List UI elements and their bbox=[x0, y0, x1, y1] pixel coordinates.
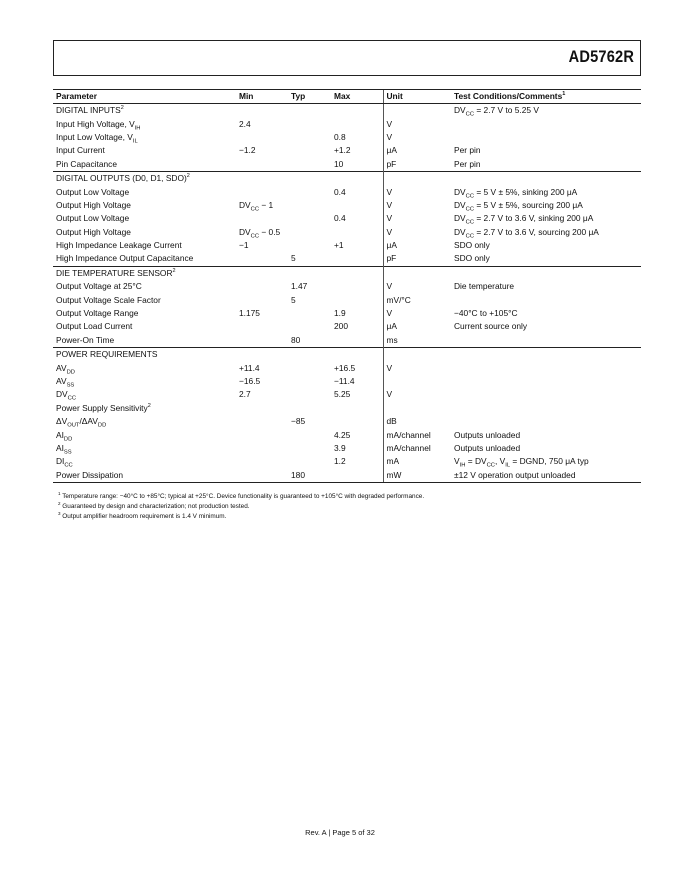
col-header-conditions: Test Conditions/Comments$^1$ bbox=[451, 90, 641, 104]
cell-unit: V bbox=[383, 226, 451, 239]
cell-conditions: Die temperature bbox=[454, 281, 515, 292]
cell-max: +1 bbox=[334, 240, 344, 251]
cell-typ bbox=[288, 402, 331, 415]
cell-min bbox=[236, 171, 288, 185]
table-row bbox=[53, 239, 641, 252]
cell-min bbox=[236, 402, 288, 415]
cell-min bbox=[236, 428, 288, 441]
cell-parameter: $AV_{SS}$ bbox=[56, 376, 75, 389]
cell-typ bbox=[288, 266, 331, 280]
cell-parameter: $DV_{CC}$ bbox=[56, 389, 77, 403]
cell-unit: V bbox=[383, 199, 451, 212]
table-row bbox=[53, 334, 641, 348]
cell-max bbox=[331, 469, 383, 483]
table-row bbox=[53, 212, 641, 225]
cell-max: 0.8 bbox=[334, 131, 346, 142]
cell-typ bbox=[288, 212, 331, 225]
cell-parameter: $AV_{DD}$ bbox=[56, 362, 75, 376]
cell-max bbox=[331, 266, 383, 280]
table-row bbox=[53, 320, 641, 333]
cell-conditions bbox=[451, 348, 641, 362]
cell-unit: μA bbox=[383, 144, 451, 157]
table-row bbox=[53, 252, 641, 266]
table-row bbox=[53, 280, 641, 293]
table-row bbox=[53, 117, 641, 130]
cell-max: 1.2 bbox=[334, 456, 346, 467]
cell-max: 0.4 bbox=[334, 213, 346, 224]
table-row bbox=[53, 158, 641, 172]
cell-typ bbox=[288, 348, 331, 362]
cell-unit: mV/°C bbox=[383, 293, 451, 306]
footnote-1: $^1$ Temperature range: −40°C to +85°C; typical at +25°C. Device functionality is guaranteed to +105°C with degraded performance. bbox=[58, 490, 425, 500]
cell-typ bbox=[288, 375, 331, 388]
cell-max: 0.4 bbox=[334, 186, 346, 197]
cell-unit: pF bbox=[383, 158, 451, 172]
cell-typ: 80 bbox=[291, 334, 301, 345]
cell-min: −1 bbox=[239, 240, 249, 251]
cell-unit: dB bbox=[383, 415, 451, 428]
cell-conditions: SDO only bbox=[454, 240, 490, 251]
table-row bbox=[53, 293, 641, 306]
cell-max: 4.25 bbox=[334, 429, 351, 440]
table-section-row bbox=[53, 266, 641, 280]
cell-parameter: DIE TEMPERATURE SENSOR$^2$ bbox=[53, 266, 236, 280]
footnote-3: $^3$ Output amplifier headroom requirement is 1.4 V minimum. bbox=[58, 510, 227, 520]
cell-typ: 180 bbox=[288, 469, 331, 483]
cell-typ: 1.47 bbox=[291, 281, 308, 292]
part-number: AD5762R bbox=[568, 47, 634, 66]
cell-min: 2.7 bbox=[239, 389, 251, 400]
cell-unit bbox=[383, 402, 451, 415]
cell-conditions: ±12 V operation output unloaded bbox=[451, 469, 641, 483]
cell-conditions: Per pin bbox=[454, 145, 481, 156]
cell-unit bbox=[383, 348, 451, 362]
table-header-row bbox=[53, 90, 641, 104]
cell-typ bbox=[288, 428, 331, 441]
footnote-ref: 1 bbox=[562, 91, 566, 98]
cell-unit bbox=[383, 266, 451, 280]
table-section-row bbox=[53, 348, 641, 362]
cell-min: −1.2 bbox=[239, 145, 256, 156]
cell-typ bbox=[288, 144, 331, 157]
cell-conditions: $DV_{CC} = 5$ V ± 5%, sinking 200 μA bbox=[454, 186, 578, 200]
cell-typ bbox=[288, 104, 331, 118]
cell-conditions bbox=[451, 293, 641, 306]
cell-parameter: Output Voltage Range bbox=[56, 308, 139, 319]
cell-typ bbox=[288, 226, 331, 239]
cell-conditions: $DV_{CC} = 2.7$ V to 5.25 V bbox=[454, 105, 539, 118]
cell-parameter: Input Low Voltage, $V_{IL}$ bbox=[56, 131, 138, 145]
table-row bbox=[53, 469, 641, 483]
cell-min: 1.175 bbox=[239, 308, 260, 319]
cell-parameter: $\Delta V_{OUT}/\Delta AV_{DD}$ bbox=[56, 416, 107, 429]
cell-conditions: $DV_{CC} = 2.7$ V to 3.6 V, sinking 200 μA bbox=[454, 213, 594, 226]
cell-conditions bbox=[451, 402, 641, 415]
cell-min bbox=[236, 104, 288, 118]
col-header-typ: Typ bbox=[288, 90, 331, 104]
cell-conditions bbox=[451, 117, 641, 130]
cell-parameter: Output High Voltage bbox=[56, 226, 131, 237]
cell-parameter: Output Low Voltage bbox=[56, 186, 130, 197]
cell-unit bbox=[383, 171, 451, 185]
table-row bbox=[53, 361, 641, 374]
cell-typ: 5 bbox=[291, 253, 296, 264]
cell-max: 200 bbox=[334, 321, 348, 332]
cell-parameter: Pin Capacitance bbox=[56, 158, 117, 169]
cell-max bbox=[331, 171, 383, 185]
cell-unit: V bbox=[383, 388, 451, 401]
cell-parameter: Output Voltage at 25°C bbox=[56, 281, 142, 292]
cell-parameter: Power Dissipation bbox=[53, 469, 236, 483]
cell-max bbox=[331, 280, 383, 293]
footnote-ref: 2 bbox=[186, 173, 190, 180]
cell-conditions bbox=[451, 131, 641, 144]
cell-min: 2.4 bbox=[239, 118, 251, 129]
table-row bbox=[53, 402, 641, 415]
specifications-table bbox=[53, 89, 641, 483]
cell-unit: V bbox=[383, 131, 451, 144]
cell-min: $DV_{CC} - 0.5$ bbox=[239, 226, 281, 240]
col-header-parameter: Parameter bbox=[53, 90, 236, 104]
cell-conditions bbox=[451, 415, 641, 428]
cell-conditions bbox=[451, 388, 641, 401]
cell-parameter: Output Load Current bbox=[56, 321, 133, 332]
cell-parameter: Output Low Voltage bbox=[56, 213, 130, 224]
cell-parameter: High Impedance Output Capacitance bbox=[56, 253, 194, 264]
cell-typ bbox=[288, 117, 331, 130]
cell-unit: mA/channel bbox=[383, 428, 451, 441]
table-row bbox=[53, 428, 641, 441]
cell-unit bbox=[383, 375, 451, 388]
cell-max bbox=[331, 402, 383, 415]
cell-typ bbox=[288, 171, 331, 185]
cell-max bbox=[331, 117, 383, 130]
cell-conditions bbox=[451, 266, 641, 280]
table-row bbox=[53, 131, 641, 144]
table-row bbox=[53, 442, 641, 455]
footnote-ref: 2 bbox=[147, 402, 151, 409]
cell-parameter: $DI_{CC}$ bbox=[56, 456, 73, 470]
cell-min bbox=[236, 455, 288, 468]
cell-unit: mA bbox=[383, 455, 451, 468]
cell-max bbox=[331, 348, 383, 362]
cell-parameter: Power-On Time bbox=[56, 334, 115, 345]
cell-unit bbox=[383, 104, 451, 118]
cell-typ bbox=[288, 455, 331, 468]
cell-unit: pF bbox=[383, 252, 451, 266]
cell-min bbox=[236, 320, 288, 333]
cell-conditions bbox=[451, 361, 641, 374]
footnote-2: $^2$ Guaranteed by design and characterization; not production tested. bbox=[58, 500, 250, 510]
cell-max bbox=[331, 415, 383, 428]
cell-parameter: High Impedance Leakage Current bbox=[56, 240, 182, 251]
page-footer: Rev. A | Page 5 of 32 bbox=[305, 828, 375, 837]
cell-min: +11.4 bbox=[239, 362, 260, 373]
cell-min: $DV_{CC} - 1$ bbox=[239, 199, 274, 213]
table-body bbox=[53, 104, 641, 483]
cell-max bbox=[331, 199, 383, 212]
header-box bbox=[53, 40, 641, 76]
cell-parameter: Output Voltage Scale Factor bbox=[56, 294, 161, 305]
cell-conditions: Outputs unloaded bbox=[454, 442, 521, 453]
cell-unit: V bbox=[383, 361, 451, 374]
table-row bbox=[53, 307, 641, 320]
cell-parameter: Input High Voltage, $V_{IH}$ bbox=[56, 118, 141, 132]
cell-min bbox=[236, 212, 288, 225]
cell-min: −16.5 bbox=[239, 376, 261, 386]
cell-unit: μA bbox=[383, 320, 451, 333]
cell-typ bbox=[288, 388, 331, 401]
cell-parameter: DIGITAL INPUTS$^2$ bbox=[56, 105, 124, 116]
cell-unit: ms bbox=[383, 334, 451, 348]
table-section-row bbox=[53, 104, 641, 118]
cell-parameter: $AI_{DD}$ bbox=[56, 429, 73, 443]
cell-max bbox=[331, 252, 383, 266]
cell-min bbox=[236, 131, 288, 144]
cell-unit: μA bbox=[383, 239, 451, 252]
cell-max bbox=[331, 226, 383, 239]
cell-conditions: −40°C to +105°C bbox=[454, 308, 518, 319]
cell-min bbox=[236, 185, 288, 198]
cell-min bbox=[236, 442, 288, 455]
cell-conditions: $V_{IH} = DV_{CC}$, $V_{IL}$ = DGND, 750 μA typ bbox=[454, 456, 589, 470]
table-row bbox=[53, 144, 641, 157]
cell-min bbox=[236, 293, 288, 306]
table-row bbox=[53, 199, 641, 212]
cell-conditions: SDO only bbox=[454, 253, 490, 264]
cell-typ bbox=[288, 131, 331, 144]
cell-unit: V bbox=[383, 212, 451, 225]
cell-parameter: POWER REQUIREMENTS bbox=[53, 348, 236, 362]
cell-min bbox=[236, 334, 288, 348]
cell-max: 5.25 bbox=[334, 389, 351, 400]
table-row bbox=[53, 375, 641, 388]
cell-typ bbox=[288, 320, 331, 333]
cell-parameter: $AI_{SS}$ bbox=[56, 442, 72, 456]
footnotes bbox=[58, 492, 424, 522]
cell-parameter: DIGITAL OUTPUTS (D0, D1, SDO)$^2$ bbox=[53, 171, 236, 185]
cell-parameter: Output High Voltage bbox=[56, 199, 131, 210]
cell-unit: mW bbox=[383, 469, 451, 483]
table-row bbox=[53, 455, 641, 468]
table-row bbox=[53, 415, 641, 428]
cell-max: −11.4 bbox=[334, 376, 355, 386]
cell-unit: mA/channel bbox=[383, 442, 451, 455]
cell-typ: 5 bbox=[291, 294, 296, 305]
cell-typ bbox=[288, 199, 331, 212]
table-section-row bbox=[53, 171, 641, 185]
footnote-ref: 2 bbox=[120, 105, 124, 112]
cell-max: +16.5 bbox=[334, 362, 356, 373]
cell-typ bbox=[288, 185, 331, 198]
cell-max bbox=[331, 293, 383, 306]
footnote-ref: 2 bbox=[172, 268, 176, 275]
cell-conditions: Current source only bbox=[454, 321, 528, 332]
cell-min bbox=[236, 280, 288, 293]
cell-unit: V bbox=[383, 280, 451, 293]
cell-conditions bbox=[451, 375, 641, 388]
cell-min bbox=[236, 415, 288, 428]
cell-max: 10 bbox=[334, 158, 344, 169]
cell-unit: V bbox=[383, 117, 451, 130]
cell-typ bbox=[288, 158, 331, 172]
cell-typ bbox=[288, 307, 331, 320]
cell-min bbox=[236, 158, 288, 172]
cell-typ bbox=[288, 442, 331, 455]
cell-min bbox=[236, 252, 288, 266]
cell-conditions: $DV_{CC} = 5$ V ± 5%, sourcing 200 μA bbox=[454, 199, 583, 213]
cell-max: 3.9 bbox=[334, 442, 346, 453]
cell-max: 1.9 bbox=[334, 308, 346, 319]
cell-max bbox=[331, 334, 383, 348]
cell-conditions bbox=[451, 171, 641, 185]
cell-typ bbox=[288, 361, 331, 374]
cell-min bbox=[236, 469, 288, 483]
cell-max bbox=[331, 104, 383, 118]
col-header-min: Min bbox=[236, 90, 288, 104]
cell-conditions: Per pin bbox=[454, 158, 481, 169]
cell-min bbox=[236, 348, 288, 362]
cell-conditions: $DV_{CC} = 2.7$ V to 3.6 V, sourcing 200 μA bbox=[454, 226, 599, 240]
cell-max: +1.2 bbox=[334, 145, 351, 156]
cell-typ: −85 bbox=[291, 416, 306, 427]
table-row bbox=[53, 185, 641, 198]
cell-unit: V bbox=[383, 185, 451, 198]
cell-typ bbox=[288, 239, 331, 252]
cell-conditions bbox=[451, 334, 641, 348]
table-row bbox=[53, 388, 641, 401]
cell-conditions: Outputs unloaded bbox=[454, 429, 521, 440]
table-row bbox=[53, 226, 641, 239]
col-header-max: Max bbox=[331, 90, 383, 104]
cell-parameter: Input Current bbox=[56, 145, 105, 156]
cell-parameter: Power Supply Sensitivity$^2$ bbox=[56, 402, 151, 413]
cell-unit: V bbox=[383, 307, 451, 320]
cell-min bbox=[236, 266, 288, 280]
col-header-unit: Unit bbox=[383, 90, 451, 104]
